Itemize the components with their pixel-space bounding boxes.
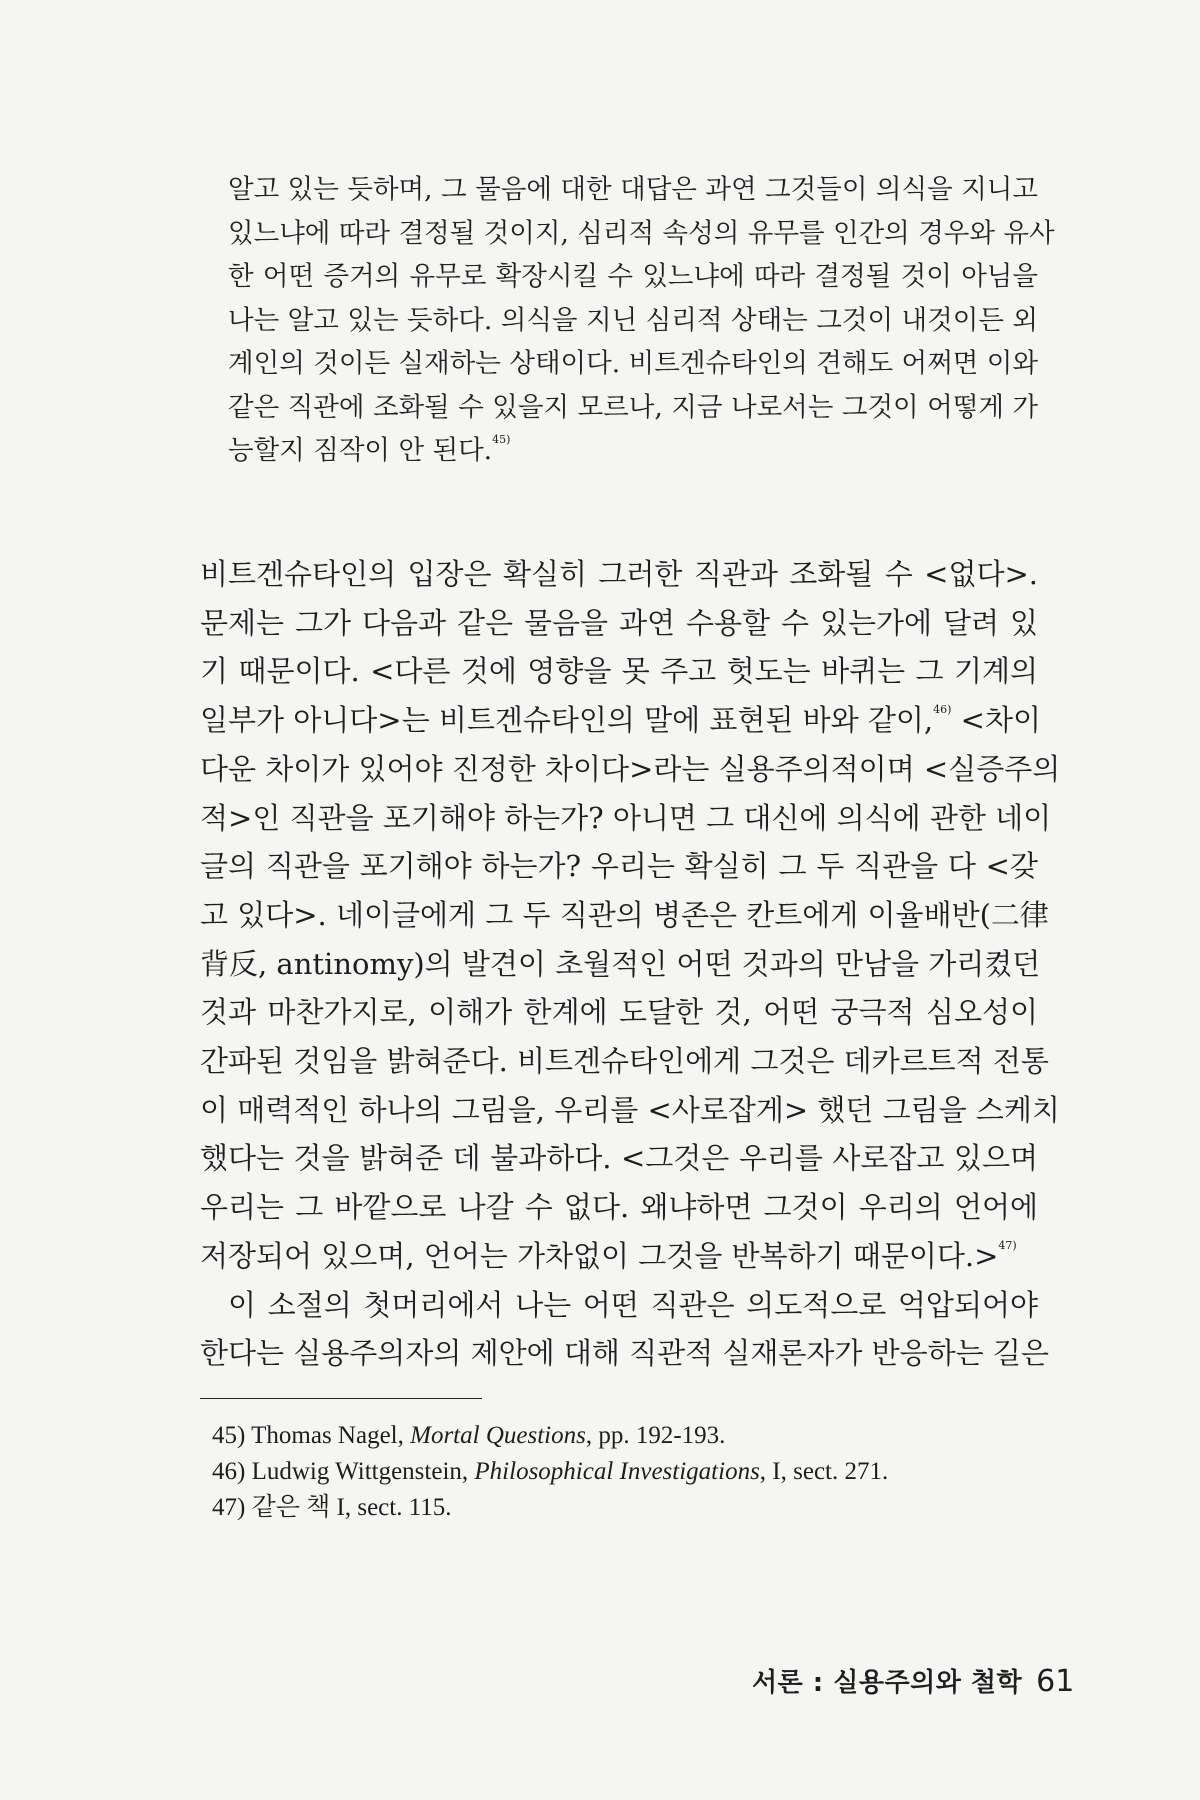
- footnote-ref-47: 47): [998, 1239, 1017, 1253]
- page-footer: [752, 1662, 1075, 1703]
- body-paragraph: [200, 550, 1061, 1378]
- quote-line-text: 능할지 짐작이 안 된다.: [228, 435, 493, 466]
- quote-line: 같은 직관에 조화될 수 있을지 모르나, 지금 나로서는 그것이 어떻게 가: [228, 391, 1038, 423]
- footnote-number: 46): [212, 1458, 246, 1485]
- body-line-with-ref-46: [200, 696, 1041, 745]
- body-line: 이 매력적인 하나의 그림을, 우리를 <사로잡게> 했던 그림을 스케치: [200, 1092, 1060, 1127]
- quote-line: 나는 알고 있는 듯하다. 의식을 지닌 심리적 상태는 그것이 내것이든 외: [228, 304, 1038, 336]
- footnote-ref-46: 46): [933, 703, 952, 717]
- page-number: 61: [1036, 1664, 1075, 1699]
- footnote-author: Ludwig Wittgenstein,: [251, 1458, 469, 1485]
- body-line: 우리는 그 바깥으로 나갈 수 없다. 왜냐하면 그것이 우리의 언어에: [200, 1190, 1038, 1225]
- footnote-pages: , pp. 192-193.: [585, 1422, 726, 1449]
- body-line: 것과 마찬가지로, 이해가 한계에 도달한 것, 어떤 궁극적 심오성이: [200, 995, 1038, 1030]
- body-line-text: 일부가 아니다>는 비트겐슈타인의 말에 표현된 바와 같이,: [200, 703, 934, 738]
- body-line-text: 저장되어 있으며, 언어는 가차없이 그것을 반복하기 때문이다.>: [200, 1238, 999, 1273]
- footnote-ref-45: 45): [492, 433, 511, 447]
- footnote-47: [212, 1490, 1032, 1526]
- quote-line: 계인의 것이든 실재하는 상태이다. 비트겐슈타인의 견해도 어쩌면 이와: [228, 348, 1038, 379]
- quote-line: 한 어떤 증거의 유무로 확장시킬 수 있느냐에 따라 결정될 것이 아님을: [228, 261, 1038, 292]
- footnote-number: 47): [212, 1494, 246, 1521]
- footnote-number: 45): [212, 1422, 246, 1449]
- body-line-tail: <차이: [960, 703, 1041, 738]
- body-line: 적>인 직관을 포기해야 하는가? 아니면 그 대신에 의식에 관한 네이: [200, 800, 1052, 835]
- running-head: 서론 : 실용주의와 철학: [752, 1668, 1023, 1698]
- footnote-45: [212, 1418, 1032, 1454]
- footnote-pages: , I, sect. 271.: [759, 1458, 889, 1485]
- body-line-with-ref-47: [200, 1232, 1038, 1281]
- quote-line-last: [228, 429, 1038, 473]
- body-line: 했다는 것을 밝혀준 데 불과하다. <그것은 우리를 사로잡고 있으며: [200, 1141, 1038, 1176]
- footnote-divider: [200, 1398, 482, 1399]
- quote-line: 있느냐에 따라 결정될 것이지, 심리적 속성의 유무를 인간의 경우와 유사: [228, 217, 1055, 249]
- quote-line: 알고 있는 듯하며, 그 물음에 대한 대답은 과연 그것들이 의식을 지니고: [228, 174, 1038, 205]
- footnote-author: Thomas Nagel,: [251, 1422, 404, 1449]
- body-line: 비트겐슈타인의 입장은 확실히 그러한 직관과 조화될 수 <없다>.: [200, 557, 1038, 591]
- body-line: 간파된 것임을 밝혀준다. 비트겐슈타인에게 그것은 데카르트적 전통: [200, 1044, 1049, 1079]
- footnote-title: Mortal Questions: [410, 1422, 586, 1449]
- body-line: 글의 직관을 포기해야 하는가? 우리는 확실히 그 두 직관을 다 <갖: [200, 849, 1038, 884]
- body-line: 다운 차이가 있어야 진정한 차이다>라는 실용주의적이며 <실증주의: [200, 751, 1061, 786]
- footnote-title: Philosophical Investigations: [474, 1458, 760, 1485]
- body-line: 문제는 그가 다음과 같은 물음을 과연 수용할 수 있는가에 달려 있: [200, 605, 1038, 640]
- body-line: 고 있다>. 네이글에게 그 두 직관의 병존은 칸트에게 이율배반(二律: [200, 897, 1049, 932]
- body-line: 한다는 실용주의자의 제안에 대해 직관적 실재론자가 반응하는 길은: [200, 1336, 1049, 1371]
- body-line: 背反, antinomy)의 발견이 초월적인 어떤 것과의 만남을 가리켰던: [200, 946, 1041, 981]
- body-line-indented: 이 소절의 첫머리에서 나는 어떤 직관은 의도적으로 억압되어야: [228, 1287, 1038, 1322]
- footnotes: [212, 1418, 1032, 1526]
- footnote-text: 같은 책 I, sect. 115.: [251, 1494, 452, 1521]
- body-line: 기 때문이다. <다른 것에 영향을 못 주고 헛도는 바퀴는 그 기계의: [200, 654, 1038, 689]
- block-quote: [228, 168, 1055, 473]
- footnote-46: [212, 1454, 1032, 1490]
